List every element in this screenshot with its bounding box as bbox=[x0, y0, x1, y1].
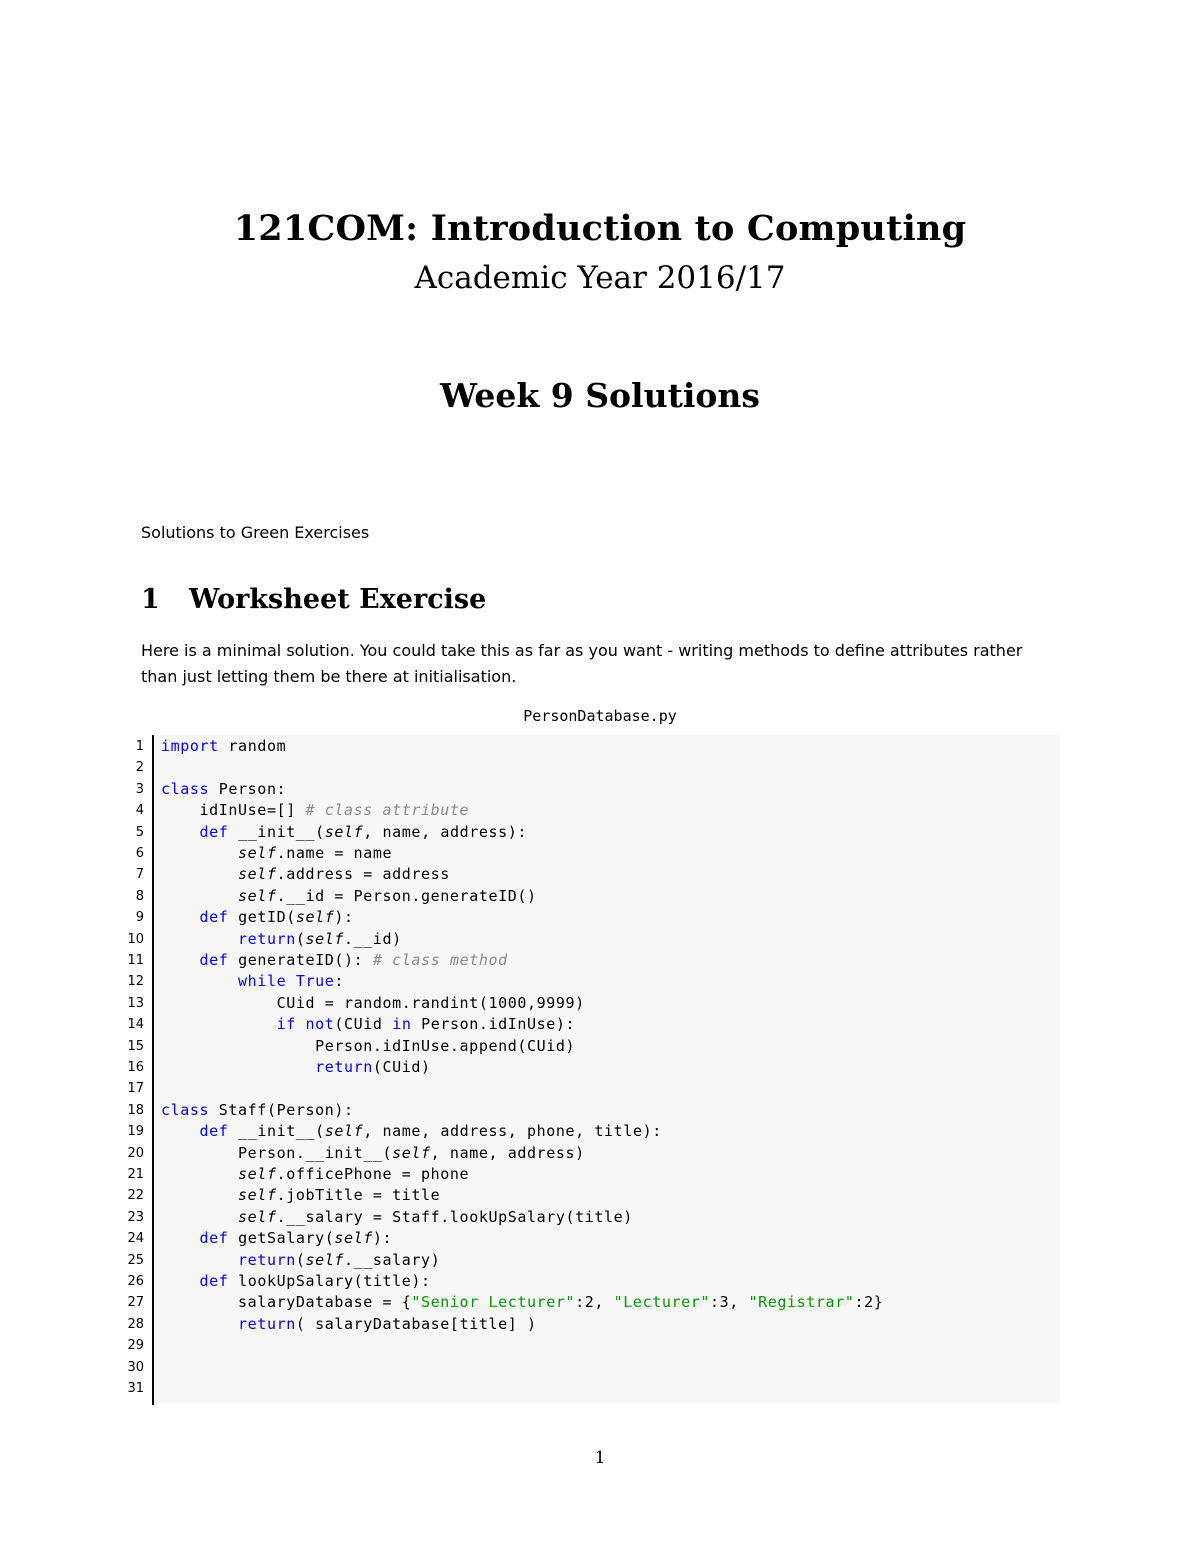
code-self: self bbox=[238, 865, 277, 884]
code-token bbox=[161, 1251, 238, 1269]
code-token: .__salary = Staff.lookUpSalary(title) bbox=[276, 1207, 633, 1226]
code-token: .officePhone = phone bbox=[276, 1165, 470, 1183]
code-token: .name = name bbox=[276, 844, 393, 862]
code-line bbox=[118, 971, 1060, 992]
line-number: 26 bbox=[127, 1274, 144, 1289]
code-keyword: in bbox=[392, 1015, 412, 1034]
line-number: 28 bbox=[127, 1316, 144, 1332]
line-number: 19 bbox=[127, 1124, 144, 1140]
line-number: 16 bbox=[127, 1060, 144, 1075]
code-line bbox=[118, 929, 1060, 950]
section-heading bbox=[141, 584, 486, 615]
code-line bbox=[118, 886, 1060, 907]
code-token: ( bbox=[295, 929, 306, 948]
code-line bbox=[118, 1036, 1060, 1057]
section-body: Here is a minimal solution. You could take this as far as you want - writing methods to define attributes rather than just letting them be there at initialisation. bbox=[141, 641, 1023, 686]
code-text bbox=[161, 1036, 575, 1057]
line-number: 20 bbox=[127, 1145, 144, 1161]
code-keyword: return bbox=[238, 1250, 296, 1269]
code-self: self bbox=[392, 1143, 431, 1162]
code-text bbox=[161, 993, 585, 1014]
code-token: :2} bbox=[854, 1293, 884, 1312]
line-number: 12 bbox=[127, 974, 144, 990]
code-line bbox=[118, 907, 1060, 928]
code-line bbox=[118, 1078, 1060, 1099]
code-token: Person.idInUse.append(CUid) bbox=[161, 1036, 576, 1055]
page-subtitle: Academic Year 2016/17 bbox=[414, 260, 786, 296]
line-number: 25 bbox=[127, 1252, 144, 1268]
code-self: self bbox=[238, 1207, 277, 1226]
code-filename: PersonDatabase.py bbox=[523, 707, 677, 725]
code-token: random bbox=[218, 737, 287, 755]
section-number: 1 bbox=[141, 584, 160, 615]
code-token bbox=[161, 1208, 238, 1226]
code-token: .__id) bbox=[344, 929, 402, 948]
code-line bbox=[118, 864, 1060, 885]
code-keyword: def bbox=[199, 1122, 229, 1141]
code-token bbox=[161, 844, 238, 862]
code-keyword: not bbox=[305, 1015, 335, 1034]
code-token bbox=[161, 951, 200, 969]
line-number: 15 bbox=[127, 1038, 144, 1054]
code-token: ( bbox=[295, 1250, 306, 1269]
code-token: Person.__init__( bbox=[161, 1143, 393, 1162]
code-token: :3, bbox=[709, 1293, 749, 1312]
line-number: 2 bbox=[135, 760, 144, 776]
document-heading: Week 9 Solutions bbox=[440, 376, 760, 415]
code-keyword: class bbox=[161, 779, 210, 798]
code-text bbox=[161, 907, 354, 928]
code-keyword: if bbox=[276, 1015, 296, 1034]
line-number: 11 bbox=[127, 953, 144, 968]
code-line bbox=[118, 736, 1060, 757]
code-line bbox=[118, 779, 1060, 800]
code-text bbox=[161, 1185, 440, 1206]
code-token: : bbox=[334, 972, 345, 991]
code-keyword: return bbox=[315, 1058, 373, 1076]
code-token bbox=[161, 1229, 200, 1247]
code-string: "Senior Lecturer" bbox=[411, 1293, 576, 1312]
code-line bbox=[118, 1014, 1060, 1035]
code-text bbox=[161, 1143, 585, 1164]
code-keyword: def bbox=[199, 1272, 229, 1290]
code-token: CUid = random.randint(1000,9999) bbox=[161, 993, 585, 1012]
code-token: __init__( bbox=[228, 1122, 325, 1141]
code-token: __init__( bbox=[228, 822, 325, 841]
code-line bbox=[118, 1057, 1060, 1078]
code-line bbox=[118, 1164, 1060, 1185]
code-token bbox=[161, 1165, 238, 1183]
code-token: generateID(): bbox=[228, 951, 373, 969]
line-number: 8 bbox=[135, 888, 144, 904]
line-number: 31 bbox=[127, 1381, 144, 1396]
line-number: 29 bbox=[127, 1338, 144, 1354]
code-token bbox=[161, 1122, 200, 1140]
code-string: "Registrar" bbox=[748, 1293, 855, 1312]
code-token bbox=[161, 823, 200, 841]
code-token: idInUse=[] bbox=[161, 801, 306, 820]
code-self: self bbox=[305, 929, 345, 948]
line-number: 4 bbox=[135, 803, 144, 819]
line-number: 22 bbox=[127, 1188, 144, 1204]
code-text bbox=[161, 1014, 575, 1035]
code-text bbox=[161, 950, 508, 971]
code-keyword: def bbox=[199, 1229, 229, 1248]
code-text bbox=[161, 1314, 537, 1335]
page-number: 1 bbox=[594, 1448, 606, 1468]
code-self: self bbox=[334, 1229, 373, 1248]
code-self: self bbox=[238, 886, 277, 905]
line-number: 18 bbox=[127, 1102, 144, 1118]
code-token bbox=[286, 972, 296, 990]
page-title: 121COM: Introduction to Computing bbox=[233, 208, 967, 249]
code-token: (CUid) bbox=[372, 1058, 431, 1076]
line-number: 3 bbox=[135, 781, 144, 797]
code-text bbox=[161, 1100, 354, 1121]
code-text bbox=[161, 886, 537, 907]
code-text bbox=[161, 1250, 440, 1271]
code-line bbox=[118, 1121, 1060, 1142]
code-token bbox=[161, 1015, 277, 1033]
code-keyword: True bbox=[295, 972, 335, 991]
code-line bbox=[118, 822, 1060, 843]
code-self: self bbox=[238, 1186, 277, 1205]
code-keyword: def bbox=[199, 822, 229, 841]
code-text bbox=[161, 864, 450, 885]
code-self: self bbox=[305, 1250, 345, 1269]
code-text bbox=[161, 1057, 431, 1078]
code-text bbox=[161, 800, 469, 821]
code-text bbox=[161, 822, 527, 843]
code-token: .__salary) bbox=[344, 1250, 441, 1269]
code-text bbox=[161, 929, 402, 950]
code-token bbox=[161, 1272, 200, 1290]
code-line bbox=[118, 1271, 1060, 1292]
code-line bbox=[118, 843, 1060, 864]
code-token: .__id = Person.generateID() bbox=[276, 886, 537, 905]
code-token: getSalary( bbox=[228, 1229, 335, 1248]
code-keyword: def bbox=[199, 908, 229, 927]
code-line bbox=[118, 757, 1060, 778]
code-token bbox=[161, 865, 238, 883]
line-number: 7 bbox=[135, 867, 144, 883]
code-self: self bbox=[238, 1165, 277, 1183]
code-line bbox=[118, 1335, 1060, 1356]
code-self: self bbox=[295, 908, 335, 927]
line-number: 21 bbox=[127, 1167, 144, 1182]
code-line bbox=[118, 993, 1060, 1014]
code-token bbox=[161, 930, 238, 948]
code-comment: # class method bbox=[372, 951, 508, 969]
code-keyword: def bbox=[199, 951, 229, 969]
code-line bbox=[118, 800, 1060, 821]
line-number: 23 bbox=[127, 1209, 144, 1225]
code-token bbox=[161, 1315, 238, 1333]
code-text bbox=[161, 971, 344, 992]
code-text bbox=[161, 736, 286, 757]
code-line bbox=[118, 1185, 1060, 1206]
code-token: ): bbox=[372, 1229, 393, 1248]
code-token: , name, address): bbox=[363, 822, 528, 841]
code-token: ): bbox=[334, 908, 354, 927]
code-token: lookUpSalary(title): bbox=[228, 1272, 431, 1290]
code-line bbox=[118, 1250, 1060, 1271]
code-text bbox=[161, 1207, 633, 1228]
line-number: 1 bbox=[135, 739, 144, 754]
line-number: 5 bbox=[135, 824, 144, 840]
code-keyword: class bbox=[161, 1100, 210, 1119]
code-text bbox=[161, 779, 286, 800]
line-number: 9 bbox=[135, 910, 144, 926]
line-number: 10 bbox=[127, 931, 144, 947]
code-string: "Lecturer" bbox=[613, 1293, 710, 1312]
code-token: , name, address) bbox=[430, 1143, 585, 1162]
code-token: :2, bbox=[575, 1293, 614, 1312]
code-token: .address = address bbox=[276, 865, 450, 884]
code-self: self bbox=[324, 1122, 364, 1141]
code-token: (CUid bbox=[334, 1015, 393, 1034]
line-number: 14 bbox=[127, 1017, 144, 1033]
code-line bbox=[118, 1357, 1060, 1378]
code-text bbox=[161, 1121, 662, 1142]
code-keyword: while bbox=[238, 972, 287, 991]
code-line bbox=[118, 950, 1060, 971]
line-number: 6 bbox=[135, 846, 144, 861]
code-keyword: import bbox=[161, 737, 219, 755]
code-line bbox=[118, 1292, 1060, 1313]
code-token: Person: bbox=[209, 779, 287, 798]
code-keyword: return bbox=[238, 929, 296, 948]
line-number: 17 bbox=[127, 1081, 144, 1097]
code-self: self bbox=[324, 822, 364, 841]
line-number: 30 bbox=[127, 1359, 144, 1375]
code-line bbox=[118, 1378, 1060, 1399]
code-text bbox=[161, 843, 392, 864]
code-token: .jobTitle = title bbox=[276, 1186, 441, 1205]
code-line bbox=[118, 1314, 1060, 1335]
code-token: getID( bbox=[228, 908, 296, 927]
code-line bbox=[118, 1207, 1060, 1228]
code-token: Staff(Person): bbox=[209, 1100, 354, 1119]
code-token: salaryDatabase = { bbox=[161, 1293, 412, 1312]
line-number: 13 bbox=[127, 995, 144, 1011]
code-text bbox=[161, 1292, 883, 1313]
code-token bbox=[161, 1186, 238, 1204]
code-self: self bbox=[238, 844, 277, 862]
code-text bbox=[161, 1271, 431, 1292]
intro-text: Solutions to Green Exercises bbox=[141, 523, 370, 542]
code-line bbox=[118, 1143, 1060, 1164]
code-comment: # class attribute bbox=[305, 801, 470, 820]
code-token: , name, address, phone, title): bbox=[363, 1122, 662, 1141]
code-token bbox=[161, 1058, 315, 1076]
code-text bbox=[161, 1228, 392, 1249]
code-line bbox=[118, 1228, 1060, 1249]
line-number: 24 bbox=[127, 1231, 144, 1247]
code-token bbox=[161, 972, 238, 990]
code-line bbox=[118, 1100, 1060, 1121]
code-text bbox=[161, 1164, 469, 1185]
line-number: 27 bbox=[127, 1295, 144, 1311]
code-token: ( salaryDatabase[title] ) bbox=[295, 1314, 537, 1333]
code-keyword: return bbox=[238, 1314, 296, 1333]
section-title: Worksheet Exercise bbox=[189, 584, 487, 615]
code-token: Person.idInUse): bbox=[411, 1015, 576, 1034]
code-token bbox=[161, 908, 200, 926]
code-token bbox=[161, 887, 238, 905]
